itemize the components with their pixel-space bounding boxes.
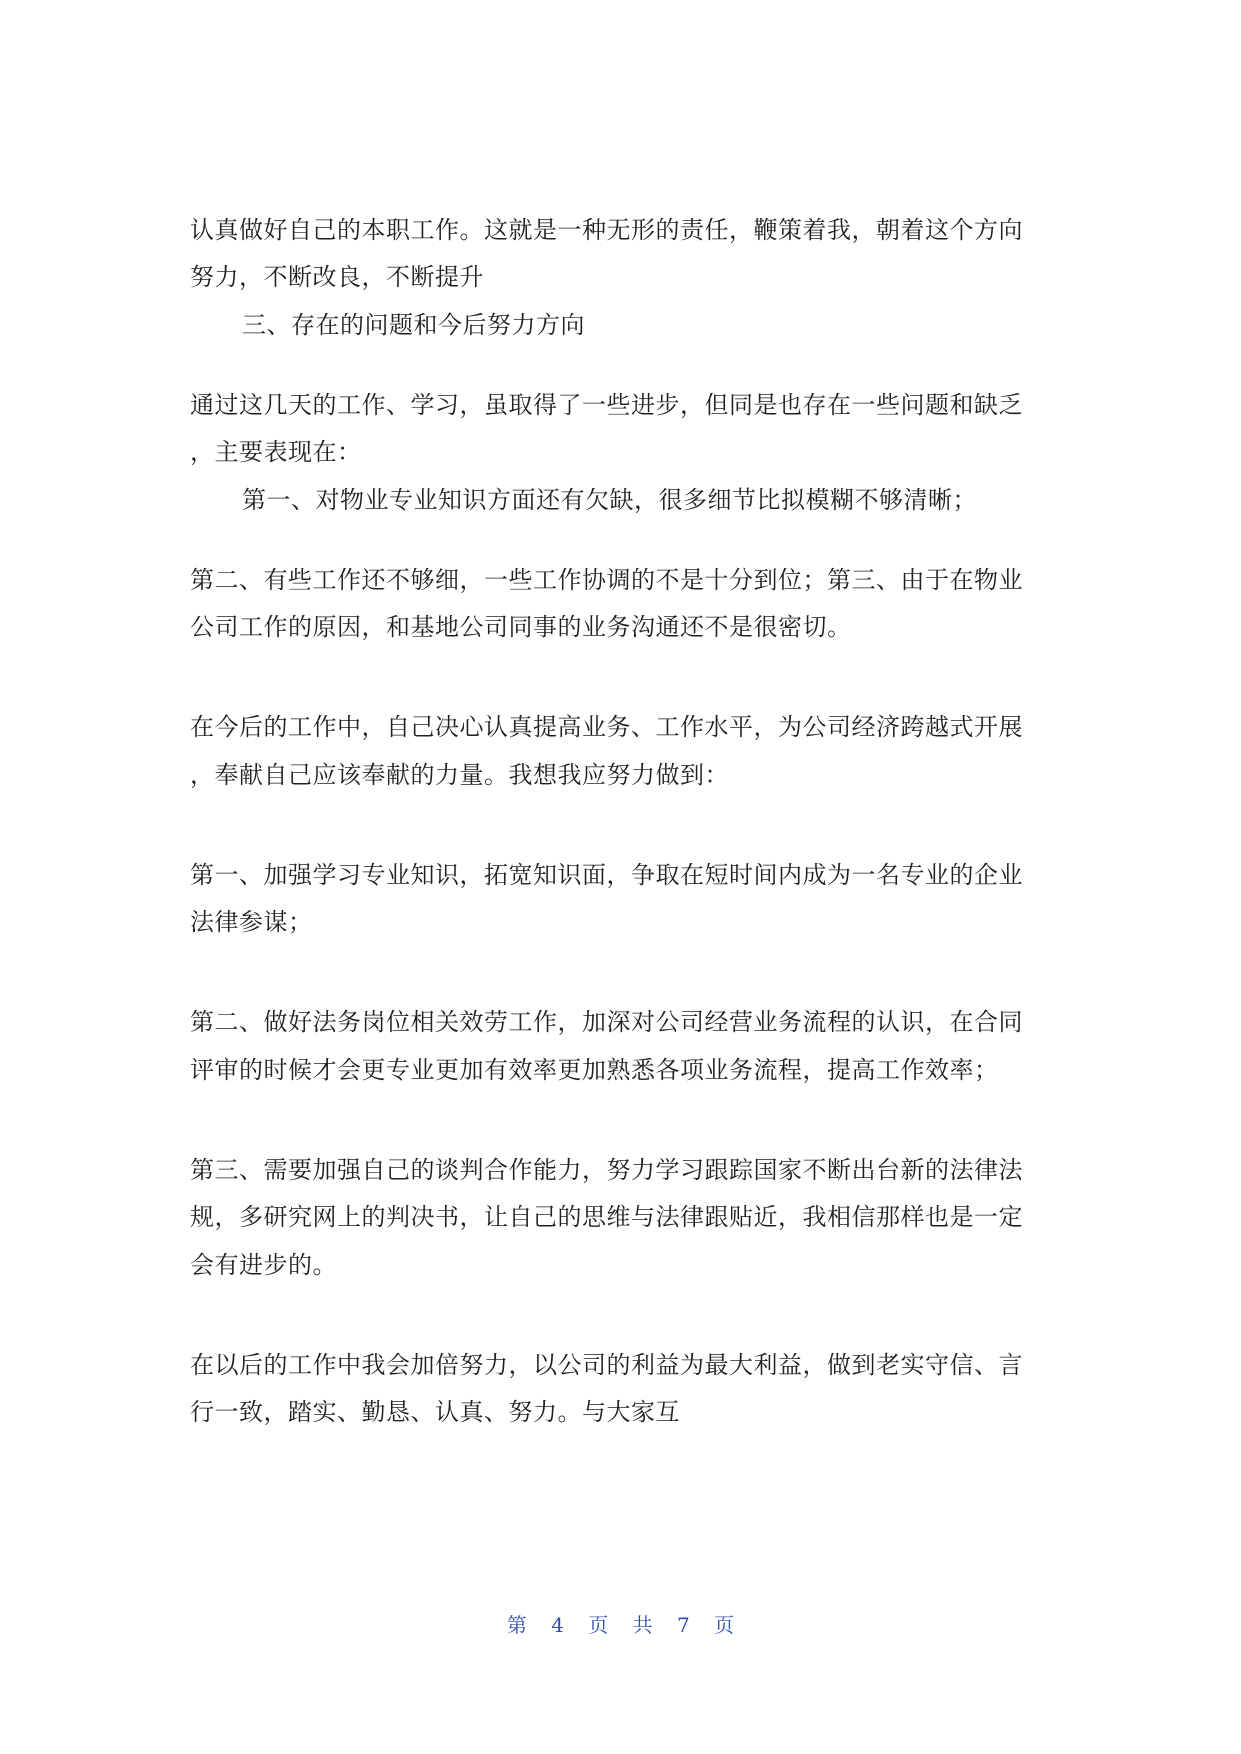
body-line: ，奉献自己应该奉献的力量。我想我应努力做到： <box>190 761 729 789</box>
body-line: 第一、对物业专业知识方面还有欠缺，很多细节比拟模糊不够清晰； <box>242 486 977 514</box>
body-line: 第一、加强学习专业知识，拓宽知识面，争取在短时间内成为一名专业的企业 <box>190 861 1023 889</box>
body-line: 努力，不断改良，不断提升 <box>190 263 484 291</box>
footer-total-label: 共 <box>632 1613 653 1637</box>
body-line: 规，多研究网上的判决书，让自己的思维与法律跟贴近，我相信那样也是一定 <box>190 1203 1023 1231</box>
body-line: 第二、有些工作还不够细，一些工作协调的不是十分到位；第三、由于在物业 <box>190 566 1023 594</box>
body-line: 法律参谋； <box>190 908 313 936</box>
body-line: 评审的时候才会更专业更加有效率更加熟悉各项业务流程，提高工作效率； <box>190 1056 999 1084</box>
body-line: ，主要表现在： <box>190 438 362 466</box>
body-line: 第三、需要加强自己的谈判合作能力，努力学习跟踪国家不断出台新的法律法 <box>190 1156 1023 1184</box>
footer-page-label: 第 <box>506 1613 527 1637</box>
body-line: 在今后的工作中，自己决心认真提高业务、工作水平，为公司经济跨越式开展 <box>190 713 1023 741</box>
body-line: 通过这几天的工作、学习，虽取得了一些进步，但同是也存在一些问题和缺乏 <box>190 391 1023 419</box>
body-line: 在以后的工作中我会加倍努力，以公司的利益为最大利益，做到老实守信、言 <box>190 1351 1023 1379</box>
footer-total-pages: 7 <box>677 1613 690 1637</box>
body-line: 公司工作的原因，和基地公司同事的业务沟通还不是很密切。 <box>190 613 852 641</box>
footer-page-number: 4 <box>551 1613 564 1637</box>
body-line: 认真做好自己的本职工作。这就是一种无形的责任，鞭策着我，朝着这个方向 <box>190 216 1023 244</box>
body-line: 行一致，踏实、勤恳、认真、努力。与大家互 <box>190 1398 680 1426</box>
section-heading: 三、存在的问题和今后努力方向 <box>242 311 585 339</box>
footer-total-unit: 页 <box>714 1613 735 1637</box>
page-footer <box>0 1612 1241 1638</box>
body-line: 会有进步的。 <box>190 1251 337 1279</box>
footer-page-unit: 页 <box>588 1613 609 1637</box>
body-line: 第二、做好法务岗位相关效劳工作，加深对公司经营业务流程的认识，在合同 <box>190 1008 1023 1036</box>
